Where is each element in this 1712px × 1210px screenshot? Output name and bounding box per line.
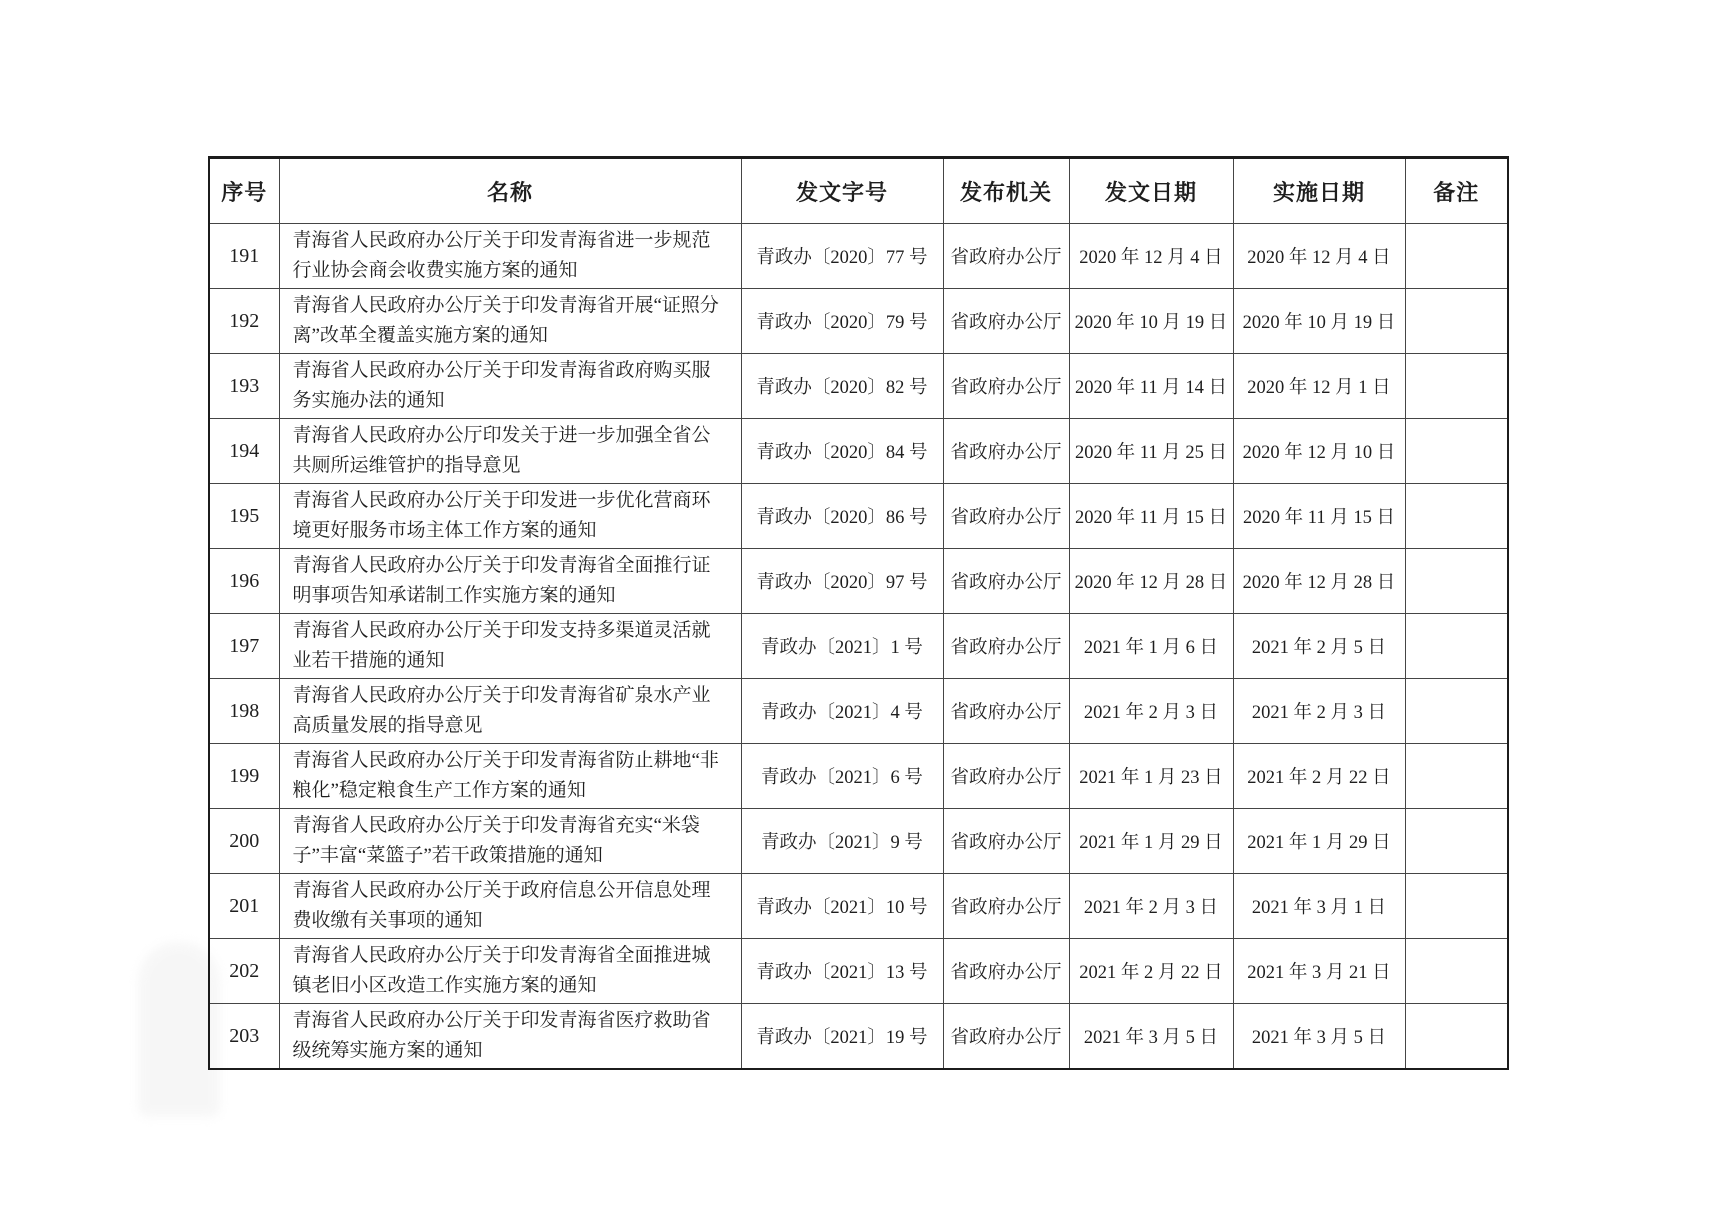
cell-serial-number: 194 [209,419,279,484]
cell-implementation-date: 2020 年 12 月 10 日 [1233,419,1405,484]
cell-implementation-date: 2021 年 2 月 3 日 [1233,679,1405,744]
cell-issuing-agency: 省政府办公厅 [943,419,1069,484]
header-impl-date: 实施日期 [1233,158,1405,224]
cell-document-name: 青海省人民政府办公厅关于印发青海省全面推行证明事项告知承诺制工作实施方案的通知 [279,549,741,614]
cell-document-name: 青海省人民政府办公厅关于政府信息公开信息处理费收缴有关事项的通知 [279,874,741,939]
header-doc-no: 发文字号 [741,158,943,224]
cell-serial-number: 195 [209,484,279,549]
cell-remark [1405,419,1508,484]
cell-serial-number: 201 [209,874,279,939]
cell-issuing-agency: 省政府办公厅 [943,224,1069,289]
cell-remark [1405,224,1508,289]
table-row [209,224,1508,289]
cell-document-name: 青海省人民政府办公厅关于印发青海省开展“证照分离”改革全覆盖实施方案的通知 [279,289,741,354]
cell-document-name: 青海省人民政府办公厅关于印发青海省进一步规范行业协会商会收费实施方案的通知 [279,224,741,289]
cell-remark [1405,289,1508,354]
cell-issue-date: 2020 年 10 月 19 日 [1069,289,1233,354]
cell-document-number: 青政办〔2021〕10 号 [741,874,943,939]
cell-remark [1405,484,1508,549]
header-serial: 序号 [209,158,279,224]
cell-document-name: 青海省人民政府办公厅关于印发青海省全面推进城镇老旧小区改造工作实施方案的通知 [279,939,741,1004]
header-row [209,158,1508,224]
cell-serial-number: 197 [209,614,279,679]
cell-document-number: 青政办〔2020〕86 号 [741,484,943,549]
cell-issue-date: 2020 年 12 月 4 日 [1069,224,1233,289]
table-row [209,614,1508,679]
cell-serial-number: 202 [209,939,279,1004]
cell-issue-date: 2021 年 2 月 22 日 [1069,939,1233,1004]
cell-implementation-date: 2020 年 12 月 28 日 [1233,549,1405,614]
table-row [209,679,1508,744]
cell-serial-number: 191 [209,224,279,289]
cell-document-name: 青海省人民政府办公厅关于印发青海省政府购买服务实施办法的通知 [279,354,741,419]
cell-document-name: 青海省人民政府办公厅关于印发青海省医疗救助省级统筹实施方案的通知 [279,1004,741,1070]
cell-document-name: 青海省人民政府办公厅关于印发青海省充实“米袋子”丰富“菜篮子”若干政策措施的通知 [279,809,741,874]
cell-implementation-date: 2021 年 1 月 29 日 [1233,809,1405,874]
cell-serial-number: 192 [209,289,279,354]
cell-implementation-date: 2020 年 12 月 4 日 [1233,224,1405,289]
cell-remark [1405,809,1508,874]
table-row [209,289,1508,354]
cell-remark [1405,679,1508,744]
cell-remark [1405,549,1508,614]
table-row [209,744,1508,809]
cell-issuing-agency: 省政府办公厅 [943,614,1069,679]
cell-document-number: 青政办〔2021〕6 号 [741,744,943,809]
cell-issue-date: 2021 年 1 月 29 日 [1069,809,1233,874]
cell-serial-number: 199 [209,744,279,809]
table-row [209,484,1508,549]
cell-document-number: 青政办〔2020〕77 号 [741,224,943,289]
cell-remark [1405,744,1508,809]
cell-document-name: 青海省人民政府办公厅关于印发进一步优化营商环境更好服务市场主体工作方案的通知 [279,484,741,549]
table-row [209,939,1508,1004]
policy-documents-table [208,156,1509,1070]
header-name: 名称 [279,158,741,224]
cell-serial-number: 203 [209,1004,279,1070]
cell-remark [1405,1004,1508,1070]
cell-issuing-agency: 省政府办公厅 [943,289,1069,354]
cell-issuing-agency: 省政府办公厅 [943,549,1069,614]
header-issue-date: 发文日期 [1069,158,1233,224]
header-remark: 备注 [1405,158,1508,224]
cell-document-number: 青政办〔2021〕19 号 [741,1004,943,1070]
cell-implementation-date: 2021 年 2 月 22 日 [1233,744,1405,809]
cell-document-number: 青政办〔2021〕13 号 [741,939,943,1004]
cell-remark [1405,939,1508,1004]
cell-implementation-date: 2021 年 3 月 21 日 [1233,939,1405,1004]
cell-document-number: 青政办〔2020〕97 号 [741,549,943,614]
cell-issue-date: 2020 年 11 月 15 日 [1069,484,1233,549]
cell-document-number: 青政办〔2021〕9 号 [741,809,943,874]
cell-implementation-date: 2020 年 12 月 1 日 [1233,354,1405,419]
cell-issuing-agency: 省政府办公厅 [943,809,1069,874]
cell-implementation-date: 2020 年 10 月 19 日 [1233,289,1405,354]
table-body [209,224,1508,1070]
cell-issue-date: 2021 年 1 月 23 日 [1069,744,1233,809]
cell-issuing-agency: 省政府办公厅 [943,874,1069,939]
header-agency: 发布机关 [943,158,1069,224]
cell-document-number: 青政办〔2021〕4 号 [741,679,943,744]
cell-document-number: 青政办〔2021〕1 号 [741,614,943,679]
cell-issuing-agency: 省政府办公厅 [943,484,1069,549]
table-row [209,419,1508,484]
table-row [209,549,1508,614]
cell-serial-number: 193 [209,354,279,419]
cell-remark [1405,614,1508,679]
table-row [209,809,1508,874]
cell-issue-date: 2021 年 3 月 5 日 [1069,1004,1233,1070]
cell-issue-date: 2021 年 2 月 3 日 [1069,679,1233,744]
cell-implementation-date: 2021 年 2 月 5 日 [1233,614,1405,679]
cell-serial-number: 196 [209,549,279,614]
cell-issue-date: 2020 年 12 月 28 日 [1069,549,1233,614]
table-row [209,1004,1508,1070]
cell-remark [1405,874,1508,939]
cell-document-name: 青海省人民政府办公厅关于印发支持多渠道灵活就业若干措施的通知 [279,614,741,679]
cell-document-number: 青政办〔2020〕79 号 [741,289,943,354]
cell-issue-date: 2020 年 11 月 25 日 [1069,419,1233,484]
cell-document-name: 青海省人民政府办公厅关于印发青海省矿泉水产业高质量发展的指导意见 [279,679,741,744]
table-row [209,354,1508,419]
cell-implementation-date: 2020 年 11 月 15 日 [1233,484,1405,549]
cell-issuing-agency: 省政府办公厅 [943,1004,1069,1070]
cell-serial-number: 198 [209,679,279,744]
cell-document-name: 青海省人民政府办公厅印发关于进一步加强全省公共厕所运维管护的指导意见 [279,419,741,484]
cell-implementation-date: 2021 年 3 月 5 日 [1233,1004,1405,1070]
cell-issuing-agency: 省政府办公厅 [943,939,1069,1004]
cell-remark [1405,354,1508,419]
table-row [209,874,1508,939]
cell-document-number: 青政办〔2020〕82 号 [741,354,943,419]
cell-issuing-agency: 省政府办公厅 [943,744,1069,809]
table-header [209,158,1508,224]
cell-issue-date: 2020 年 11 月 14 日 [1069,354,1233,419]
cell-serial-number: 200 [209,809,279,874]
cell-implementation-date: 2021 年 3 月 1 日 [1233,874,1405,939]
cell-issue-date: 2021 年 2 月 3 日 [1069,874,1233,939]
cell-document-name: 青海省人民政府办公厅关于印发青海省防止耕地“非粮化”稳定粮食生产工作方案的通知 [279,744,741,809]
cell-document-number: 青政办〔2020〕84 号 [741,419,943,484]
cell-issuing-agency: 省政府办公厅 [943,679,1069,744]
cell-issue-date: 2021 年 1 月 6 日 [1069,614,1233,679]
cell-issuing-agency: 省政府办公厅 [943,354,1069,419]
